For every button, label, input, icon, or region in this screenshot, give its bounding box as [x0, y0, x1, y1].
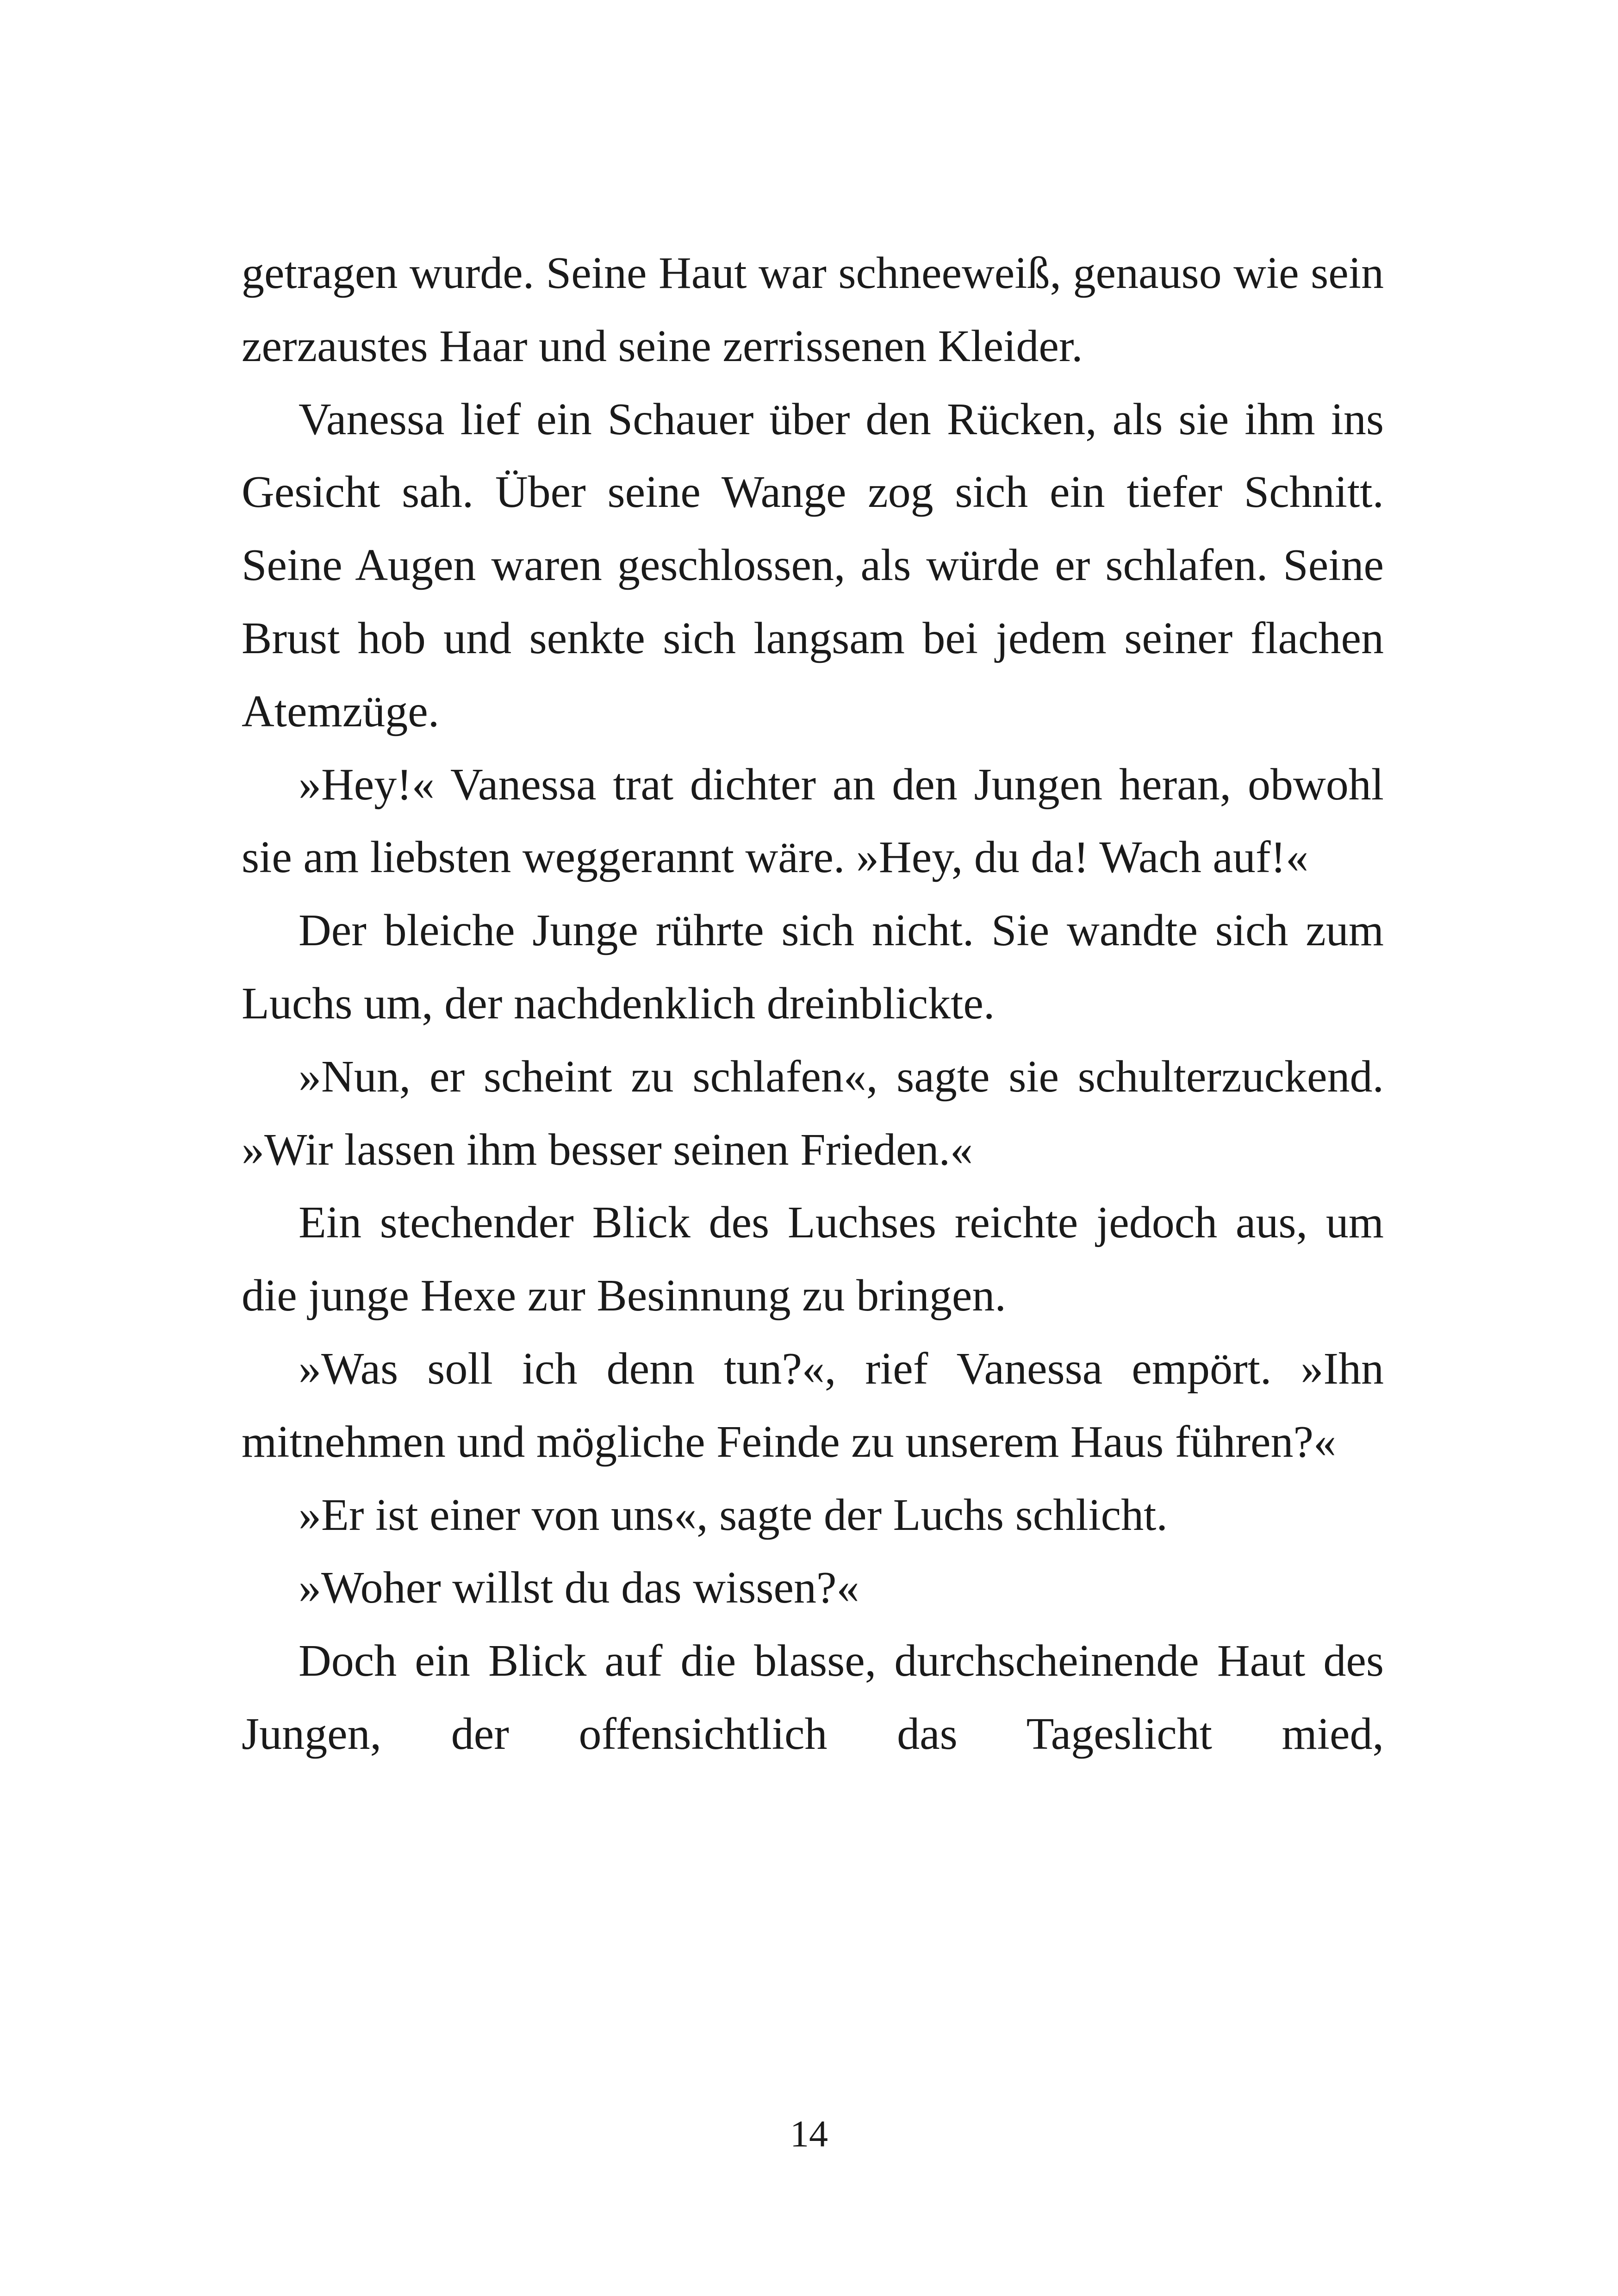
paragraph-9: »Woher willst du das wissen?« — [299, 1563, 859, 1613]
paragraph-6: Ein stechender Blick des Luchses reichte jedoch aus, um die junge Hexe zur Besinnung zu bringen. — [242, 1198, 1384, 1321]
paragraph-5: »Nun, er scheint zu schlafen«, sagte sie schulterzuckend. »Wir lassen ihm besser seinen Frieden.« — [242, 1051, 1384, 1175]
paragraph-10: Doch ein Blick auf die blasse, durchscheinende Haut des Jungen, der offensichtlich das Tageslicht mied, — [242, 1636, 1384, 1759]
page-number: 14 — [790, 2113, 828, 2155]
paragraph-8: »Er ist einer von uns«, sagte der Luchs schlicht. — [299, 1490, 1168, 1540]
paragraph-7: »Was soll ich denn tun?«, rief Vanessa empört. »Ihn mitnehmen und mögliche Feinde zu unserem Haus führen?« — [242, 1343, 1384, 1467]
body-text — [242, 237, 1384, 1771]
paragraph-3: »Hey!« Vanessa trat dichter an den Jungen heran, obwohl sie am liebsten weggerannt wäre. »Hey, du da! Wach auf!« — [242, 759, 1384, 883]
paragraph-1: getragen wurde. Seine Haut war schneeweiß, genauso wie sein zerzaustes Haar und seine zerrissenen Kleider. — [242, 248, 1384, 371]
paragraph-2: Vanessa lief ein Schauer über den Rücken, als sie ihm ins Gesicht sah. Über seine Wange zog sich ein tiefer Schnitt. Seine Augen waren geschlossen, als würde er schlafen. Seine Brust hob und senkte sich langsam bei jedem seiner flachen Atemzüge. — [242, 394, 1384, 736]
paragraph-4: Der bleiche Junge rührte sich nicht. Sie wandte sich zum Luchs um, der nachdenklich dreinblickte. — [242, 905, 1384, 1029]
